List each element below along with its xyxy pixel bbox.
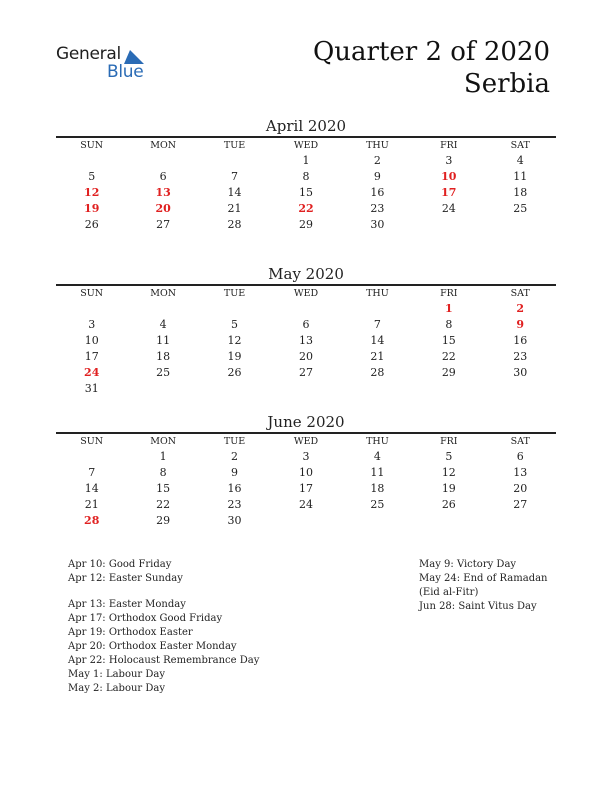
logo-general-text: General xyxy=(56,44,121,64)
day-cell: 23 xyxy=(513,349,528,363)
week-row xyxy=(56,185,556,201)
day-cell: 30 xyxy=(227,513,242,527)
week-row xyxy=(56,153,556,169)
day-cell: 5 xyxy=(88,169,96,183)
holiday-group-1 xyxy=(68,558,259,586)
day-cell: 24 xyxy=(441,201,456,215)
day-cell: 15 xyxy=(156,481,171,495)
day-cell: 5 xyxy=(231,317,239,331)
day-cell: 3 xyxy=(445,153,453,167)
day-cell: 14 xyxy=(227,185,242,199)
weekday-header xyxy=(56,434,556,449)
day-cell: 13 xyxy=(298,333,313,347)
day-cell: 16 xyxy=(370,185,385,199)
holiday-entry: Jun 28: Saint Vitus Day xyxy=(419,601,537,612)
empty-day-cell xyxy=(413,217,484,233)
holiday-entry: Apr 22: Holocaust Remembrance Day xyxy=(68,655,260,666)
day-cell: 17 xyxy=(441,185,457,199)
week-row xyxy=(56,349,556,365)
day-cell: 9 xyxy=(231,465,239,479)
day-cell: 24 xyxy=(84,365,100,379)
day-cell: 8 xyxy=(159,465,167,479)
day-cell: 12 xyxy=(84,185,100,199)
day-cell: 4 xyxy=(159,317,167,331)
day-cell: 17 xyxy=(298,481,313,495)
holiday-group-3 xyxy=(419,558,569,614)
month-calendar-june xyxy=(56,412,556,529)
logo-blue-text: Blue xyxy=(107,62,144,82)
weekday-label: SAT xyxy=(510,287,530,299)
holiday-entry: Apr 20: Orthodox Easter Monday xyxy=(68,641,237,652)
day-cell: 29 xyxy=(441,365,456,379)
holiday-entry: May 1: Labour Day xyxy=(68,669,165,680)
day-cell: 13 xyxy=(155,185,171,199)
weekday-label: SUN xyxy=(80,139,104,151)
day-cell: 8 xyxy=(445,317,453,331)
day-cell: 14 xyxy=(84,481,99,495)
day-cell: 1 xyxy=(159,449,167,463)
empty-day-cell xyxy=(485,513,556,529)
weekday-label: THU xyxy=(366,435,389,447)
empty-day-cell xyxy=(270,381,341,397)
day-cell: 12 xyxy=(227,333,242,347)
day-cell: 9 xyxy=(373,169,381,183)
holiday-entry: Apr 19: Orthodox Easter xyxy=(68,627,193,638)
holiday-entry: May 2: Labour Day xyxy=(68,683,165,694)
empty-day-cell xyxy=(485,381,556,397)
week-row xyxy=(56,333,556,349)
week-row xyxy=(56,201,556,217)
quarter-title: Quarter 2 of 2020 xyxy=(312,37,550,67)
day-cell: 8 xyxy=(302,169,310,183)
empty-day-cell xyxy=(56,301,127,317)
country-title: Serbia xyxy=(463,69,550,99)
empty-day-cell xyxy=(270,513,341,529)
day-cell: 4 xyxy=(373,449,381,463)
weekday-label: WED xyxy=(293,435,319,447)
weekday-label: WED xyxy=(293,139,319,151)
week-row xyxy=(56,365,556,381)
day-cell: 2 xyxy=(373,153,381,167)
day-cell: 22 xyxy=(156,497,171,511)
day-cell: 1 xyxy=(444,301,453,315)
empty-day-cell xyxy=(413,381,484,397)
weekday-label: MON xyxy=(150,287,177,299)
day-cell: 15 xyxy=(441,333,456,347)
day-cell: 11 xyxy=(513,169,528,183)
empty-day-cell xyxy=(413,513,484,529)
day-cell: 18 xyxy=(156,349,171,363)
day-cell: 7 xyxy=(231,169,239,183)
holiday-entry: Apr 10: Good Friday xyxy=(68,559,172,570)
weekday-label: FRI xyxy=(440,287,458,299)
week-row xyxy=(56,381,556,397)
empty-day-cell xyxy=(56,449,127,465)
day-cell: 10 xyxy=(441,169,457,183)
day-cell: 21 xyxy=(84,497,99,511)
week-row xyxy=(56,301,556,317)
empty-day-cell xyxy=(199,301,270,317)
empty-day-cell xyxy=(56,153,127,169)
holiday-entry: Apr 12: Easter Sunday xyxy=(68,573,183,584)
day-cell: 3 xyxy=(302,449,310,463)
month-calendar-may xyxy=(56,264,556,397)
day-cell: 9 xyxy=(516,317,525,331)
week-row xyxy=(56,513,556,529)
week-row xyxy=(56,317,556,333)
day-cell: 12 xyxy=(441,465,456,479)
empty-day-cell xyxy=(127,153,198,169)
day-cell: 26 xyxy=(227,365,242,379)
day-cell: 2 xyxy=(231,449,239,463)
empty-day-cell xyxy=(127,381,198,397)
week-row xyxy=(56,465,556,481)
day-cell: 16 xyxy=(227,481,242,495)
weekday-label: SUN xyxy=(80,287,104,299)
day-cell: 19 xyxy=(84,201,100,215)
day-cell: 6 xyxy=(159,169,167,183)
day-cell: 3 xyxy=(88,317,96,331)
day-cell: 27 xyxy=(298,365,313,379)
day-cell: 27 xyxy=(156,217,171,231)
day-cell: 18 xyxy=(513,185,528,199)
month-calendar-april xyxy=(56,116,556,233)
week-row xyxy=(56,497,556,513)
week-row xyxy=(56,449,556,465)
holiday-list-right xyxy=(419,558,569,614)
day-cell: 19 xyxy=(441,481,456,495)
month-name: June 2020 xyxy=(267,413,345,431)
day-cell: 29 xyxy=(298,217,313,231)
day-cell: 29 xyxy=(156,513,171,527)
weekday-label: SUN xyxy=(80,435,104,447)
day-cell: 16 xyxy=(513,333,528,347)
day-cell: 22 xyxy=(441,349,456,363)
day-cell: 28 xyxy=(84,513,100,527)
empty-day-cell xyxy=(199,381,270,397)
weekday-label: WED xyxy=(293,287,319,299)
day-cell: 10 xyxy=(84,333,99,347)
day-cell: 15 xyxy=(298,185,313,199)
generalblue-logo xyxy=(56,44,156,84)
weekday-label: TUE xyxy=(223,287,246,299)
day-cell: 11 xyxy=(370,465,385,479)
month-name: May 2020 xyxy=(268,265,344,283)
holiday-spacer xyxy=(68,586,259,598)
month-name: April 2020 xyxy=(265,117,347,135)
day-cell: 25 xyxy=(156,365,171,379)
day-cell: 17 xyxy=(84,349,99,363)
week-row xyxy=(56,481,556,497)
holiday-entry: May 24: End of Ramadan (Eid al-Fitr) xyxy=(419,573,548,598)
day-cell: 26 xyxy=(441,497,456,511)
weekday-label: FRI xyxy=(440,139,458,151)
day-cell: 2 xyxy=(516,301,525,315)
holiday-group-2 xyxy=(68,598,259,696)
day-cell: 6 xyxy=(516,449,524,463)
day-cell: 21 xyxy=(370,349,385,363)
holiday-entry: May 9: Victory Day xyxy=(419,559,517,570)
week-row xyxy=(56,217,556,233)
day-cell: 7 xyxy=(373,317,381,331)
weekday-label: MON xyxy=(150,435,177,447)
day-cell: 24 xyxy=(298,497,313,511)
empty-day-cell xyxy=(485,217,556,233)
day-cell: 5 xyxy=(445,449,453,463)
day-cell: 20 xyxy=(155,201,171,215)
day-cell: 28 xyxy=(227,217,242,231)
day-cell: 19 xyxy=(227,349,242,363)
day-cell: 20 xyxy=(298,349,313,363)
empty-day-cell xyxy=(342,513,413,529)
day-cell: 14 xyxy=(370,333,385,347)
day-cell: 10 xyxy=(298,465,313,479)
weekday-label: SAT xyxy=(510,139,530,151)
day-cell: 18 xyxy=(370,481,385,495)
day-cell: 27 xyxy=(513,497,528,511)
holiday-list-left xyxy=(68,558,259,696)
week-row xyxy=(56,169,556,185)
weekday-label: TUE xyxy=(223,139,246,151)
day-cell: 26 xyxy=(84,217,99,231)
weekday-label: SAT xyxy=(510,435,530,447)
day-cell: 31 xyxy=(84,381,99,395)
day-cell: 7 xyxy=(88,465,96,479)
page-title xyxy=(313,36,550,100)
day-cell: 6 xyxy=(302,317,310,331)
holiday-entry: Apr 13: Easter Monday xyxy=(68,599,186,610)
empty-day-cell xyxy=(199,153,270,169)
day-cell: 23 xyxy=(227,497,242,511)
day-cell: 4 xyxy=(516,153,524,167)
empty-day-cell xyxy=(342,381,413,397)
empty-day-cell xyxy=(270,301,341,317)
weekday-label: FRI xyxy=(440,435,458,447)
day-cell: 20 xyxy=(513,481,528,495)
day-cell: 30 xyxy=(513,365,528,379)
weekday-label: THU xyxy=(366,287,389,299)
day-cell: 22 xyxy=(298,201,314,215)
weekday-label: THU xyxy=(366,139,389,151)
empty-day-cell xyxy=(127,301,198,317)
empty-day-cell xyxy=(342,301,413,317)
day-cell: 11 xyxy=(156,333,171,347)
day-cell: 1 xyxy=(302,153,310,167)
weekday-label: MON xyxy=(150,139,177,151)
day-cell: 30 xyxy=(370,217,385,231)
day-cell: 28 xyxy=(370,365,385,379)
weekday-header xyxy=(56,138,556,153)
day-cell: 25 xyxy=(370,497,385,511)
day-cell: 25 xyxy=(513,201,528,215)
weekday-label: TUE xyxy=(223,435,246,447)
day-cell: 13 xyxy=(513,465,528,479)
holiday-entry: Apr 17: Orthodox Good Friday xyxy=(68,613,223,624)
day-cell: 23 xyxy=(370,201,385,215)
day-cell: 21 xyxy=(227,201,242,215)
weekday-header xyxy=(56,286,556,301)
